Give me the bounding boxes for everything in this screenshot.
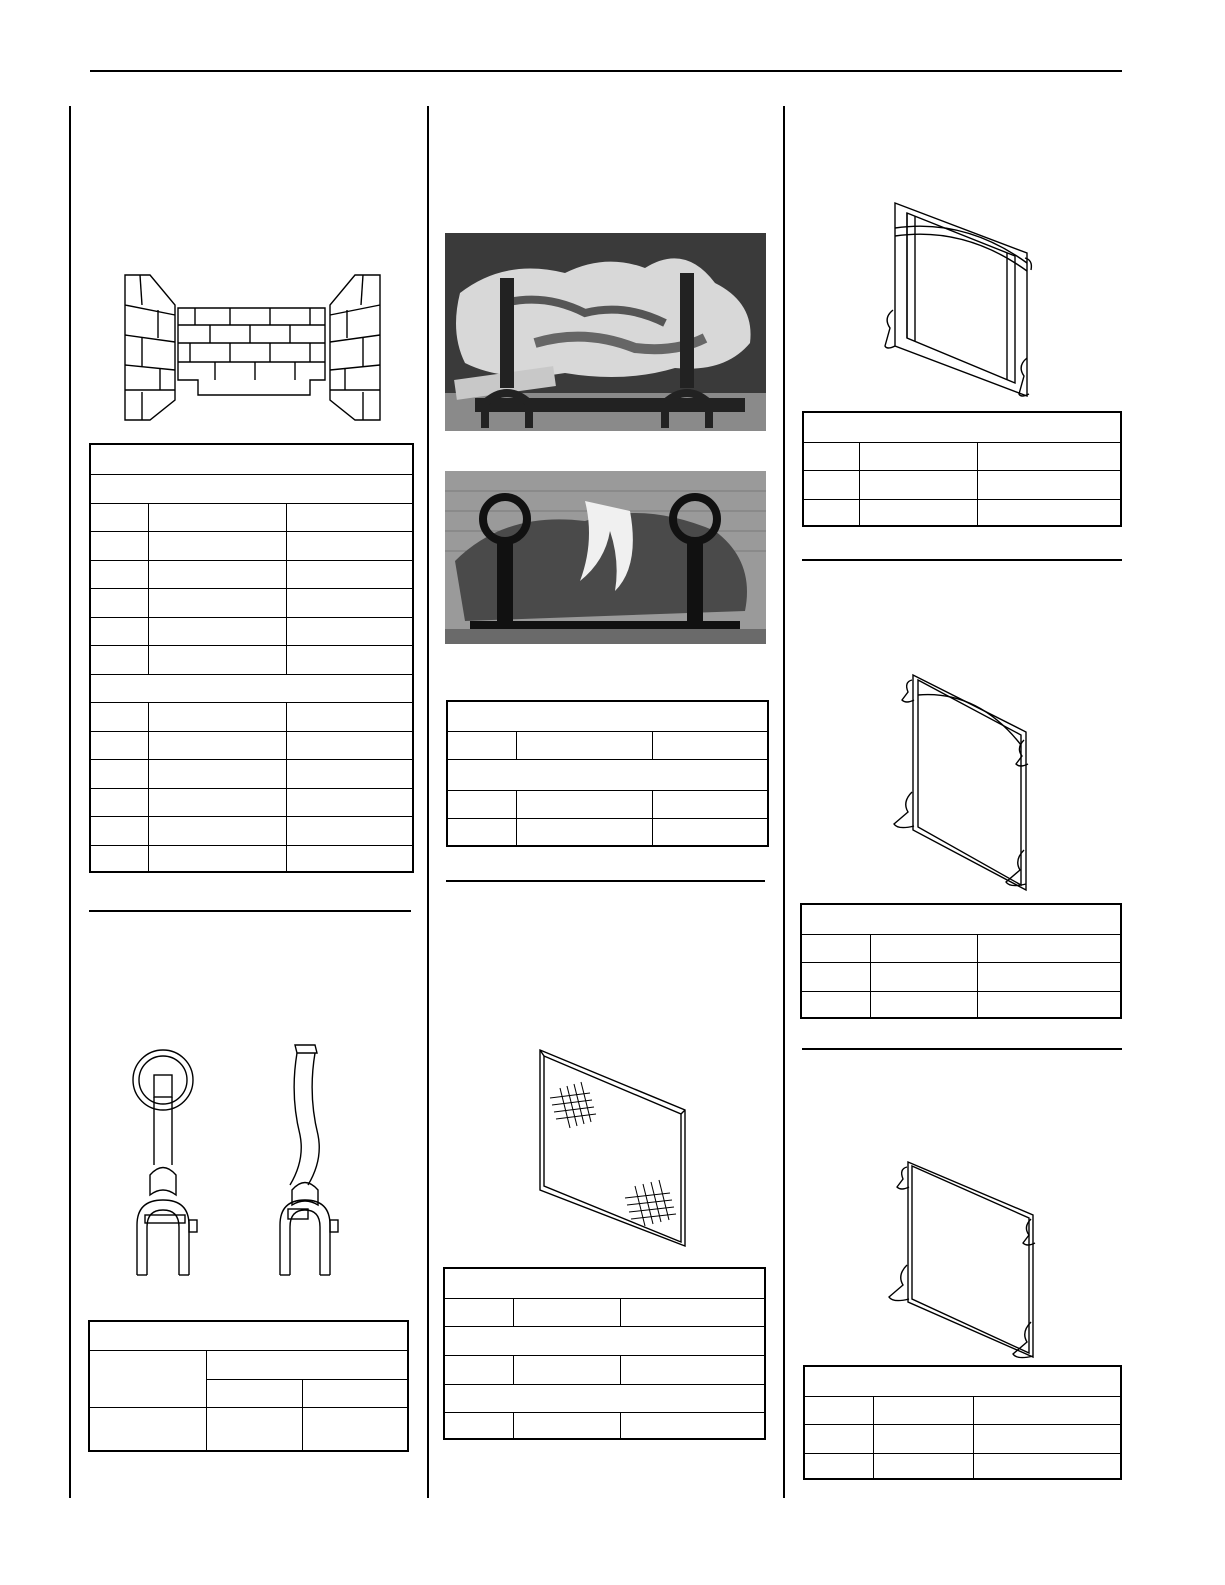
flat-screen-table [803,1365,1122,1480]
glass-door-illustration [535,1048,690,1248]
column-divider-2 [427,106,429,1498]
arched-screen-table [800,903,1122,1019]
glass-door-table [443,1267,766,1440]
andirons-illustration [120,1035,370,1285]
flat-screen-illustration [883,1157,1043,1362]
header-rule [90,70,1122,72]
column-divider-1 [69,106,71,1498]
log-set-table [446,700,769,847]
section-rule-col2 [446,880,765,882]
arched-mesh-screen-illustration [875,198,1035,398]
log-set-photo [445,233,766,431]
refractory-panels-illustration [120,270,385,430]
arched-screen-illustration [888,670,1033,895]
section-rule-col1 [89,910,411,912]
section-rule-col3-b [802,1048,1122,1050]
section-rule-col3-a [802,559,1122,561]
andiron-table [88,1320,409,1452]
ring-andiron-photo [445,471,766,644]
arched-mesh-screen-table [802,411,1122,527]
column-divider-3 [783,106,785,1498]
refractory-parts-table [89,443,414,873]
